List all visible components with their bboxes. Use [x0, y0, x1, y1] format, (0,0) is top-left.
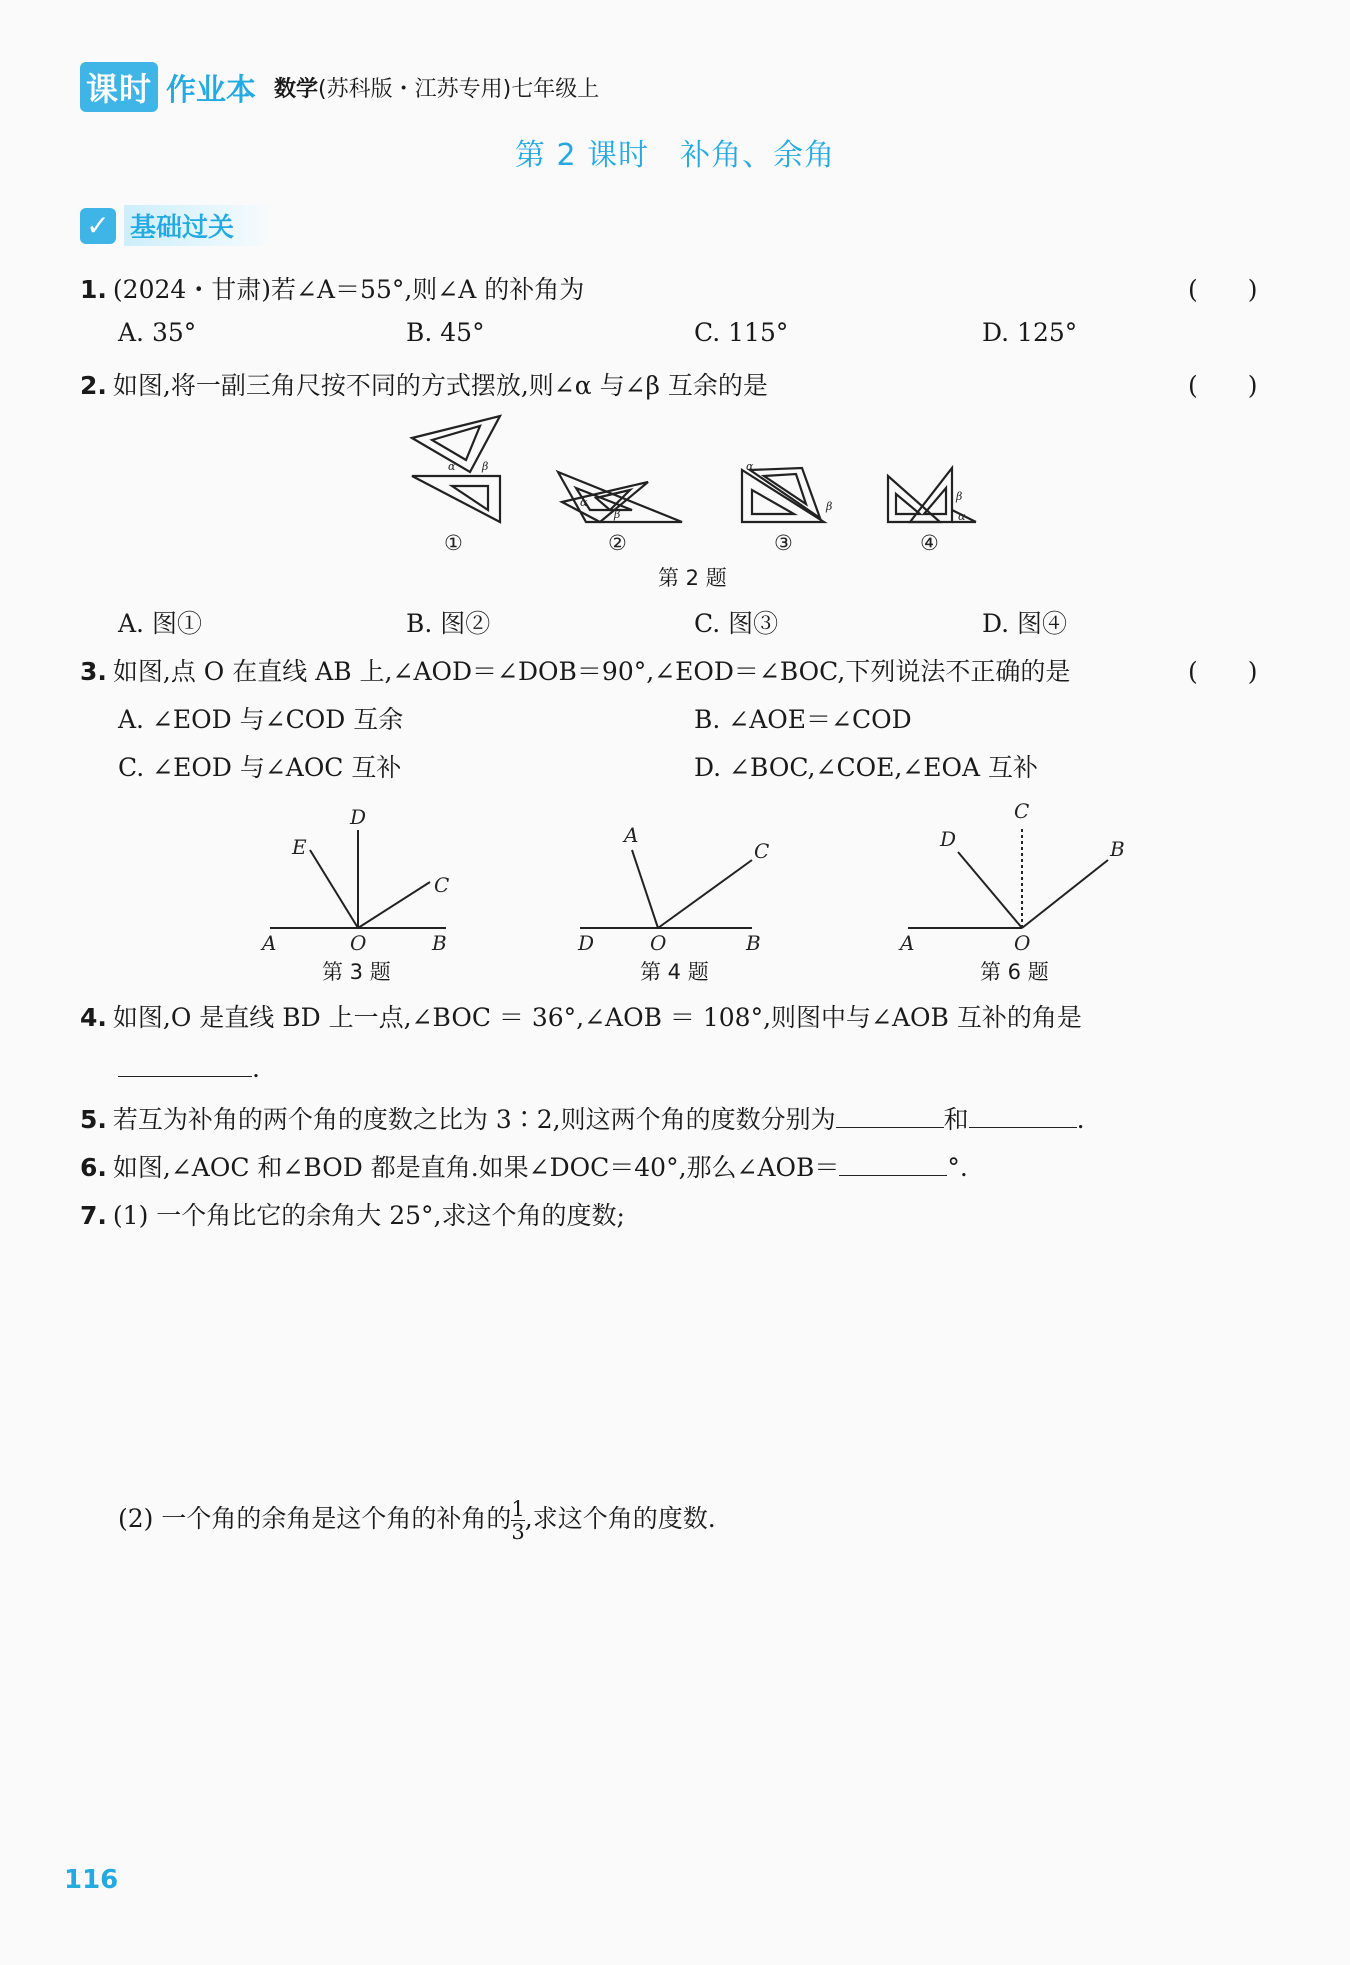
section-tag [80, 205, 274, 246]
connector-text: 和 [943, 1105, 969, 1134]
degree-suffix: °. [947, 1153, 968, 1182]
figure-6-diagram [908, 826, 1108, 928]
option-d: D. 125° [982, 318, 1078, 347]
question-7-part-2 [118, 1498, 716, 1543]
beta-label: β [826, 500, 833, 513]
option-a: A. 图① [118, 609, 202, 638]
point-label-o: O [650, 931, 667, 955]
edition-label: (苏科版・江苏专用)七年级上 [318, 76, 600, 102]
answer-parentheses: ( ) [1188, 275, 1258, 304]
point-label-b: B [432, 931, 447, 955]
brand-name: 作业本 [166, 73, 257, 108]
option-a: A. ∠EOD 与∠COD 互余 [118, 705, 404, 734]
option-a: A. 35° [118, 318, 197, 347]
point-label-b: B [746, 931, 761, 955]
answer-blank-2[interactable] [969, 1103, 1077, 1128]
section-label: 基础过关 [124, 205, 274, 246]
figure-label-1: ① [444, 531, 463, 555]
checkbox-icon: ✓ [80, 208, 116, 244]
question-number: 3. [80, 657, 107, 686]
option-b: B. 图② [406, 609, 491, 638]
question-text: (1) 一个角比它的余角大 25°,求这个角的度数; [112, 1201, 625, 1230]
question-number: 5. [80, 1105, 107, 1134]
option-d: D. 图④ [982, 609, 1068, 638]
option-c: C. 115° [694, 318, 789, 347]
answer-blank[interactable] [118, 1052, 252, 1077]
alpha-label: α [580, 496, 588, 509]
question-text-tail: ,求这个角的度数. [524, 1504, 716, 1534]
point-label-c: C [1014, 800, 1030, 823]
point-label-d: D [940, 827, 957, 851]
point-label-a: A [900, 931, 915, 955]
question-6 [80, 1148, 968, 1184]
question-4 [80, 998, 1082, 1034]
question-2 [80, 366, 768, 402]
alpha-label: α [958, 510, 966, 523]
option-b: B. 45° [406, 318, 485, 347]
question-number: 7. [80, 1201, 107, 1230]
period: . [1076, 1105, 1085, 1134]
question-text: (2) 一个角的余角是这个角的补角的 [118, 1504, 512, 1534]
question-5 [80, 1100, 1085, 1136]
fraction-one-third [511, 1498, 524, 1543]
point-label-b: B [1110, 837, 1125, 861]
point-label-d: D [350, 805, 367, 829]
beta-label: β [614, 508, 621, 521]
point-label-o: O [350, 931, 367, 955]
figure-4-diagram [580, 850, 752, 928]
question-text: 如图,O 是直线 BD 上一点,∠BOC ＝ 36°,∠AOB ＝ 108°,则图中与∠AOB 互补的角是 [112, 1003, 1082, 1032]
point-label-c: C [754, 839, 770, 863]
question-3 [80, 652, 1070, 688]
figure-label-2: ② [608, 531, 627, 555]
question-number: 6. [80, 1153, 107, 1182]
alpha-label: α [448, 460, 456, 473]
question-number: 4. [80, 1003, 107, 1032]
point-label-o: O [1014, 931, 1031, 955]
question-1 [80, 270, 584, 306]
answer-parentheses: ( ) [1188, 371, 1258, 400]
alpha-label: α [746, 460, 754, 473]
question-text: 如图,∠AOC 和∠BOD 都是直角.如果∠DOC＝40°,那么∠AOB＝ [112, 1153, 840, 1182]
brand-logo-box: 课时 [80, 62, 158, 112]
figure-label-4: ④ [920, 531, 939, 555]
figure-3-rulers [742, 468, 824, 522]
point-label-e: E [292, 835, 307, 859]
point-label-a: A [624, 823, 639, 847]
beta-label: β [956, 490, 963, 503]
triangle-rulers-figure [400, 410, 1000, 560]
figure-3-caption: 第 3 题 [322, 960, 391, 984]
answer-blank[interactable] [839, 1151, 947, 1176]
question-text: 若互为补角的两个角的度数之比为 3∶2,则这两个角的度数分别为 [112, 1105, 836, 1134]
point-label-a: A [262, 931, 277, 955]
question-number: 1. [80, 275, 107, 304]
question-text: (2024・甘肃)若∠A＝55°,则∠A 的补角为 [112, 275, 585, 304]
option-c: C. 图③ [694, 609, 779, 638]
page-number: 116 [64, 1865, 119, 1895]
figure-label-3: ③ [774, 531, 793, 555]
figure-4-caption: 第 4 题 [640, 960, 709, 984]
period: . [252, 1054, 260, 1083]
question-text: 如图,点 O 在直线 AB 上,∠AOD＝∠DOB＝90°,∠EOD＝∠BOC,下列说法不正确的是 [112, 657, 1071, 686]
angle-figures [250, 800, 1130, 960]
book-subtitle [274, 72, 599, 103]
figure-caption: 第 2 题 [658, 566, 727, 590]
question-number: 2. [80, 371, 107, 400]
fraction-numerator: 1 [511, 1497, 525, 1521]
header-brand [80, 62, 599, 112]
option-c: C. ∠EOD 与∠AOC 互补 [118, 753, 402, 782]
lesson-title: 第 2 课时 补角、余角 [514, 138, 836, 173]
option-d: D. ∠BOC,∠COE,∠EOA 互补 [694, 753, 1038, 782]
point-label-d: D [578, 931, 595, 955]
beta-label: β [482, 460, 489, 473]
answer-parentheses: ( ) [1188, 657, 1258, 686]
question-text: 如图,将一副三角尺按不同的方式摆放,则∠α 与∠β 互余的是 [112, 371, 768, 400]
point-label-c: C [434, 873, 450, 897]
option-b: B. ∠AOE＝∠COD [694, 705, 912, 734]
question-4-answer-line [118, 1052, 260, 1083]
answer-blank-1[interactable] [836, 1103, 944, 1128]
figure-6-caption: 第 6 题 [980, 960, 1049, 984]
fraction-denominator: 3 [511, 1520, 525, 1545]
subject-label: 数学 [274, 76, 319, 102]
question-7-part-1 [80, 1196, 625, 1232]
